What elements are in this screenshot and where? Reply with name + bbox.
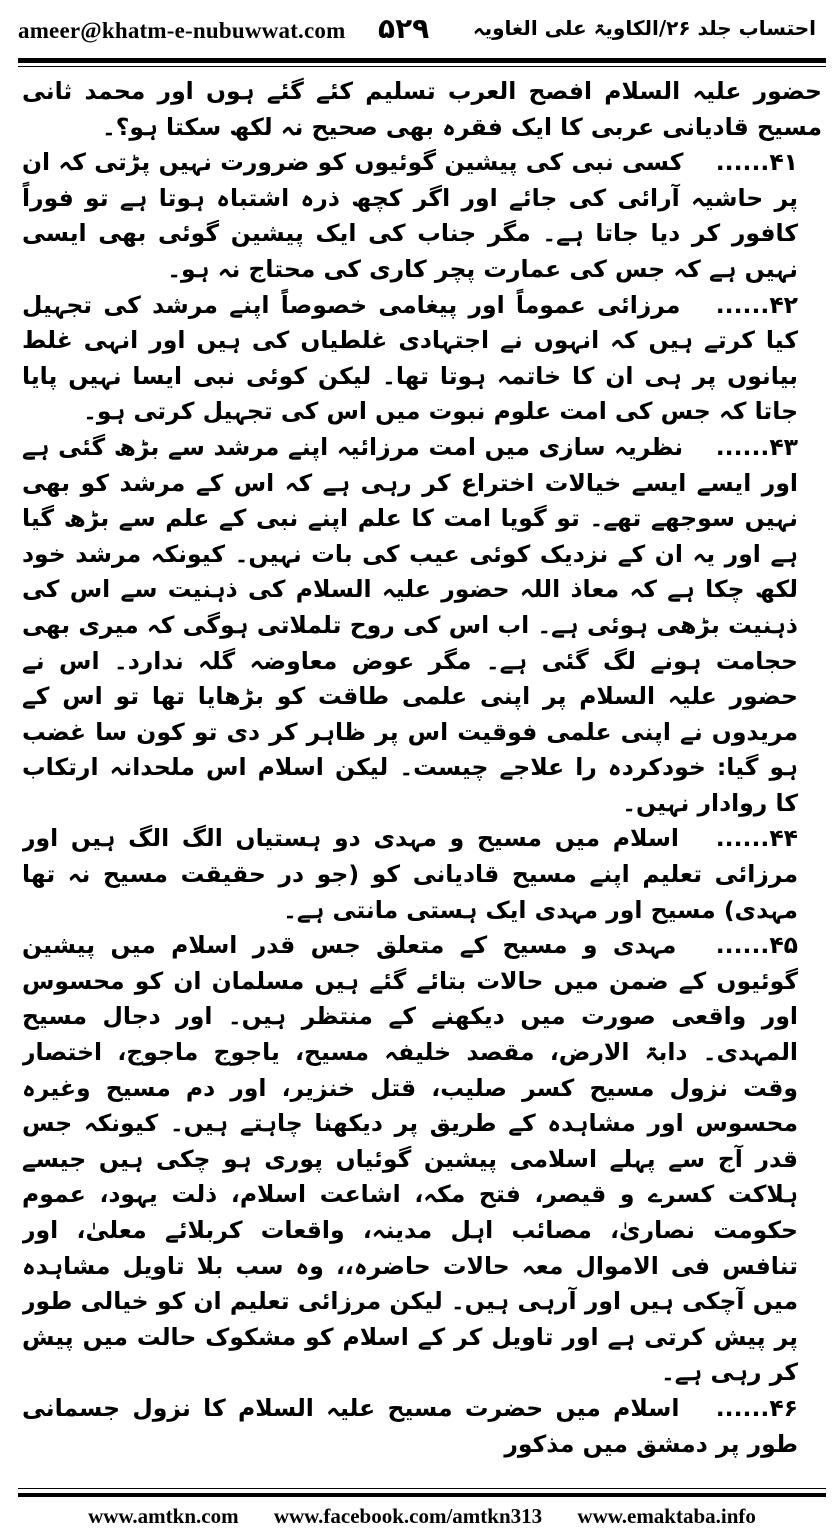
paragraph-number: ۴۶...... [715, 1393, 798, 1422]
page-body [22, 74, 822, 1464]
paragraph-number: ۴۵...... [715, 931, 798, 960]
paragraph-text: اسلام میں حضرت مسیح علیہ السلام کا نزول جسمانی طور پر دمشق میں مذکور [22, 1393, 798, 1458]
paragraph-number: ۴۴...... [715, 824, 798, 853]
paragraph-44 [22, 821, 822, 928]
paragraph-text: مرزائی عموماً اور پیغامی خصوصاً اپنے مرشد کی تجہیل کیا کرتے ہیں کہ انہوں نے اجتہادی غلطیاں کی ہیں اور انہی غلط بیانوں پر ہی ان کا خاتمہ ہوتا تھا۔ لیکن کوئی نبی ایسا نہیں پایا جاتا کہ جس کی امت علوم نبوت میں اس کی تجہیل کرتی ہو۔ [22, 290, 798, 426]
header-rule-thin [18, 66, 826, 67]
paragraph-text: مہدی و مسیح کے متعلق جس قدر اسلام میں پیشین گوئیوں کے ضمن میں حالات بتائے گئے ہیں مسلمان ان کو محسوس اور واقعی صورت میں دیکھنے کے منتظر ہیں۔ اور دجال مسیح المہدی۔ دابۃ الارض، مقصد خلیفہ مسیح، یاجوج ماجوج، اختصار وقت نزول مسیح کسر صلیب، قتل خنزیر، اور دم مسیح وغیرہ محسوس اور مشاہدہ کے طریق پر دیکھنا چاہتے ہیں۔ کیونکہ جس قدر آج سے پہلے اسلامی پیشین گوئیاں پوری ہو چکی ہیں جیسے ہلاکت کسرے و قیصر، فتح مکہ، اشاعت اسلام، ذلت یہود، عموم حکومت نصاریٰ، مصائب اہل مدینہ، واقعات کربلائے معلیٰ، اور تنافس فی الاموال معہ حالات حاضرہ،، وہ سب بلا تاویل مشاہدہ میں آچکی ہیں اور آرہی ہیں۔ لیکن مرزائی تعلیم ان کو خیالی طور پر پیش کرتی ہے اور تاویل کر کے اسلام کو مشکوک حالت میں پیش کر رہی ہے۔ [22, 931, 798, 1387]
page-footer [18, 1504, 826, 1529]
paragraph-41 [22, 145, 822, 287]
footer-rule-thick [18, 1493, 826, 1497]
page-number: ۵۲۹ [378, 12, 430, 45]
paragraph-43 [22, 430, 822, 822]
paragraph-46 [22, 1391, 822, 1462]
paragraph-number: ۴۳...... [715, 432, 798, 461]
paragraph-text: اسلام میں مسیح و مہدی دو ہستیاں الگ الگ ہیں اور مرزائی تعلیم اپنے مسیح قادیانی کو (جو در حقیقت مسیح نہ تھا مہدی) مسیح اور مہدی ایک ہستی مانتی ہے۔ [22, 824, 798, 924]
page-header [0, 0, 840, 62]
paragraph-text: کسی نبی کی پیشین گوئیوں کو ضرورت نہیں پڑتی کہ ان پر حاشیہ آرائی کی جائے اور اگر کچھ ذرہ اشتباہ ہوتا ہے تو فوراً کافور کر دیا جاتا ہے۔ مگر جناب کی ایک پیشین گوئی بھی ایسی نہیں ہے کہ جس کی عمارت پچر کاری کی محتاج نہ ہو۔ [22, 148, 798, 283]
paragraph-45 [22, 928, 822, 1391]
footer-link-amtkn[interactable]: www.amtkn.com [88, 1504, 239, 1528]
footer-link-facebook[interactable]: www.facebook.com/amtkn313 [273, 1504, 543, 1528]
header-rule-thick [18, 58, 826, 63]
paragraph-number: ۴۲...... [715, 290, 799, 319]
paragraph-text: نظریہ سازی میں امت مرزائیہ اپنے مرشد سے بڑھ گئی ہے اور ایسے ایسے خیالات اختراع کر رہی ہے کہ اس کے مرشد کو بھی نہیں سوجھے تھے۔ تو گویا امت کا علم اپنے نبی کے علم سے بڑھ گیا ہے اور یہ ان کے نزدیک کوئی عیب کی بات نہیں۔ کیونکہ مرشد خود لکھ چکا ہے کہ معاذ اللہ حضور علیہ السلام کی ذہنیت سے اس کی ذہنیت بڑھی ہوئی ہے۔ اب اس کی روح تلملاتی ہوگی کہ میری بھی حجامت ہونے لگ گئی ہے۔ مگر عوض معاوضہ گلہ ندارد۔ اس نے حضور علیہ السلام پر اپنی علمی طاقت کو بڑھایا تھا تو اس کے مریدوں نے اپنی علمی فوقیت اس پر ظاہر کر دی تو کون سا غضب ہو گیا: خودکردہ را علاجے چیست۔ لیکن اسلام اس ملحدانہ ارتکاب کا روادار نہیں۔ [22, 432, 798, 817]
intro-paragraph: حضور علیہ السلام افصح العرب تسلیم کئے گئے ہوں اور محمد ثانی مسیح قادیانی عربی کا ایک فقرہ بھی صحیح نہ لکھ سکتا ہو؟۔ [22, 77, 822, 141]
footer-rule-thin [18, 1488, 826, 1489]
paragraph-42 [22, 288, 822, 430]
paragraph-number: ۴۱...... [715, 148, 798, 177]
footer-link-emaktaba[interactable]: www.emaktaba.info [577, 1504, 756, 1528]
header-email: ameer@khatm-e-nubuwwat.com [18, 18, 346, 43]
book-title: احتساب جلد ۲۶/الکاویۃ علی الغاویہ [472, 16, 816, 40]
